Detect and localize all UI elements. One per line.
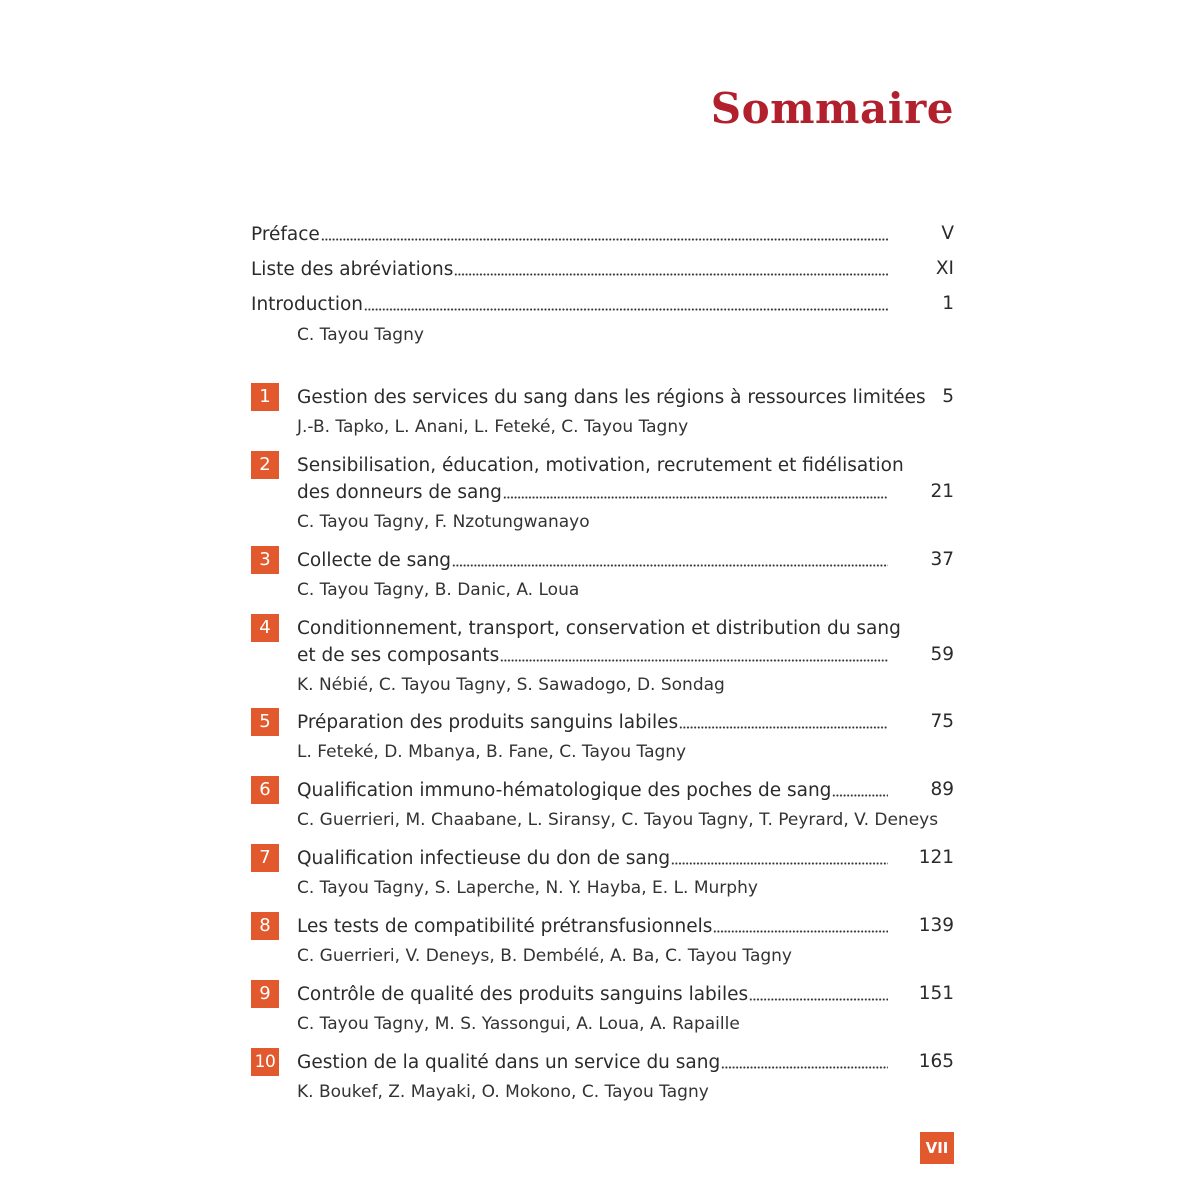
toc-entry-label: Préface — [251, 223, 320, 245]
dot-leader — [454, 254, 888, 284]
toc-authors: C. Tayou Tagny — [297, 325, 424, 345]
toc-authors: J.-B. Tapko, L. Anani, L. Feteké, C. Tayou Tagny — [297, 417, 689, 437]
toc-entry-chapter-1[interactable] — [297, 382, 926, 412]
toc-entry-label: Préparation des produits sanguins labiles — [297, 711, 679, 733]
dot-leader — [713, 911, 888, 941]
toc-page-number: XI — [935, 258, 954, 279]
dot-leader — [364, 289, 888, 319]
toc-entry-label: Introduction — [251, 293, 364, 315]
toc-page-number: 21 — [930, 481, 954, 502]
toc-entry-introduction[interactable] — [251, 289, 888, 319]
page-number-badge: VII — [920, 1132, 954, 1164]
toc-page-number: 139 — [918, 915, 954, 936]
toc-entry-label: Gestion de la qualité dans un service du sang — [297, 1051, 721, 1073]
toc-entry-label: Sensibilisation, éducation, motivation, recrutement et fidélisation — [297, 454, 904, 476]
toc-entry-chapter-7[interactable] — [297, 843, 888, 873]
dot-leader — [679, 707, 888, 737]
toc-authors: K. Nébié, C. Tayou Tagny, S. Sawadogo, D. Sondag — [297, 675, 725, 695]
chapter-number-badge: 4 — [251, 614, 279, 642]
toc-entry-preface[interactable] — [251, 219, 888, 249]
toc-page-number: 75 — [930, 711, 954, 732]
toc-page-number: 121 — [918, 847, 954, 868]
toc-page-number: 37 — [930, 549, 954, 570]
toc-authors: C. Tayou Tagny, S. Laperche, N. Y. Hayba, E. L. Murphy — [297, 878, 758, 898]
toc-authors: L. Feteké, D. Mbanya, B. Fane, C. Tayou Tagny — [297, 742, 687, 762]
toc-page-number: 5 — [942, 386, 954, 407]
toc-entry-label: des donneurs de sang — [297, 481, 502, 503]
toc-entry-chapter-9[interactable] — [297, 979, 888, 1009]
dot-leader — [749, 979, 888, 1009]
toc-entry-chapter-2-line1[interactable] — [297, 450, 904, 480]
chapter-number-badge: 1 — [251, 383, 279, 411]
toc-authors: C. Tayou Tagny, F. Nzotungwanayo — [297, 512, 590, 532]
dot-leader — [452, 545, 888, 575]
toc-entry-label: Liste des abréviations — [251, 258, 454, 280]
dot-leader — [500, 640, 888, 670]
toc-entry-chapter-6[interactable] — [297, 775, 888, 805]
toc-page-number: V — [941, 223, 954, 244]
toc-entry-label: Qualification infectieuse du don de sang — [297, 847, 671, 869]
toc-entry-chapter-10[interactable] — [297, 1047, 888, 1077]
chapter-number-badge: 5 — [251, 708, 279, 736]
toc-authors: C. Guerrieri, M. Chaabane, L. Siransy, C. Tayou Tagny, T. Peyrard, V. Deneys — [297, 810, 939, 830]
chapter-number-badge: 6 — [251, 776, 279, 804]
toc-page-number: 59 — [930, 644, 954, 665]
chapter-number-badge: 7 — [251, 844, 279, 872]
chapter-number-badge: 8 — [251, 912, 279, 940]
chapter-number-badge: 3 — [251, 546, 279, 574]
toc-entry-label: Qualification immuno-hématologique des poches de sang — [297, 779, 832, 801]
dot-leader — [832, 775, 888, 805]
toc-authors: K. Boukef, Z. Mayaki, O. Mokono, C. Tayou Tagny — [297, 1082, 709, 1102]
toc-entry-chapter-2[interactable] — [297, 477, 888, 507]
toc-page-number: 151 — [918, 983, 954, 1004]
dot-leader — [321, 219, 888, 249]
toc-authors: C. Guerrieri, V. Deneys, B. Dembélé, A. Ba, C. Tayou Tagny — [297, 946, 792, 966]
chapter-number-badge: 10 — [251, 1048, 279, 1076]
toc-entry-chapter-8[interactable] — [297, 911, 888, 941]
toc-entry-label: Gestion des services du sang dans les régions à ressources limitées — [297, 386, 926, 408]
page-title: Sommaire — [710, 84, 954, 133]
toc-entry-label: Contrôle de qualité des produits sanguins labiles — [297, 983, 749, 1005]
toc-entry-label: Conditionnement, transport, conservation et distribution du sang — [297, 617, 901, 639]
dot-leader — [721, 1047, 888, 1077]
toc-entry-label: Les tests de compatibilité prétransfusionnels — [297, 915, 713, 937]
toc-entry-abreviations[interactable] — [251, 254, 888, 284]
toc-entry-label: et de ses composants — [297, 644, 500, 666]
chapter-number-badge: 9 — [251, 980, 279, 1008]
toc-entry-chapter-5[interactable] — [297, 707, 888, 737]
toc-entry-chapter-4[interactable] — [297, 640, 888, 670]
toc-page-number: 89 — [930, 779, 954, 800]
toc-page-number: 165 — [918, 1051, 954, 1072]
chapter-number-badge: 2 — [251, 451, 279, 479]
toc-authors: C. Tayou Tagny, M. S. Yassongui, A. Loua, A. Rapaille — [297, 1014, 740, 1034]
toc-entry-chapter-4-line1[interactable] — [297, 613, 901, 643]
dot-leader — [503, 477, 888, 507]
toc-entry-chapter-3[interactable] — [297, 545, 888, 575]
toc-page-number: 1 — [942, 293, 954, 314]
toc-entry-label: Collecte de sang — [297, 549, 452, 571]
dot-leader — [671, 843, 888, 873]
toc-authors: C. Tayou Tagny, B. Danic, A. Loua — [297, 580, 580, 600]
